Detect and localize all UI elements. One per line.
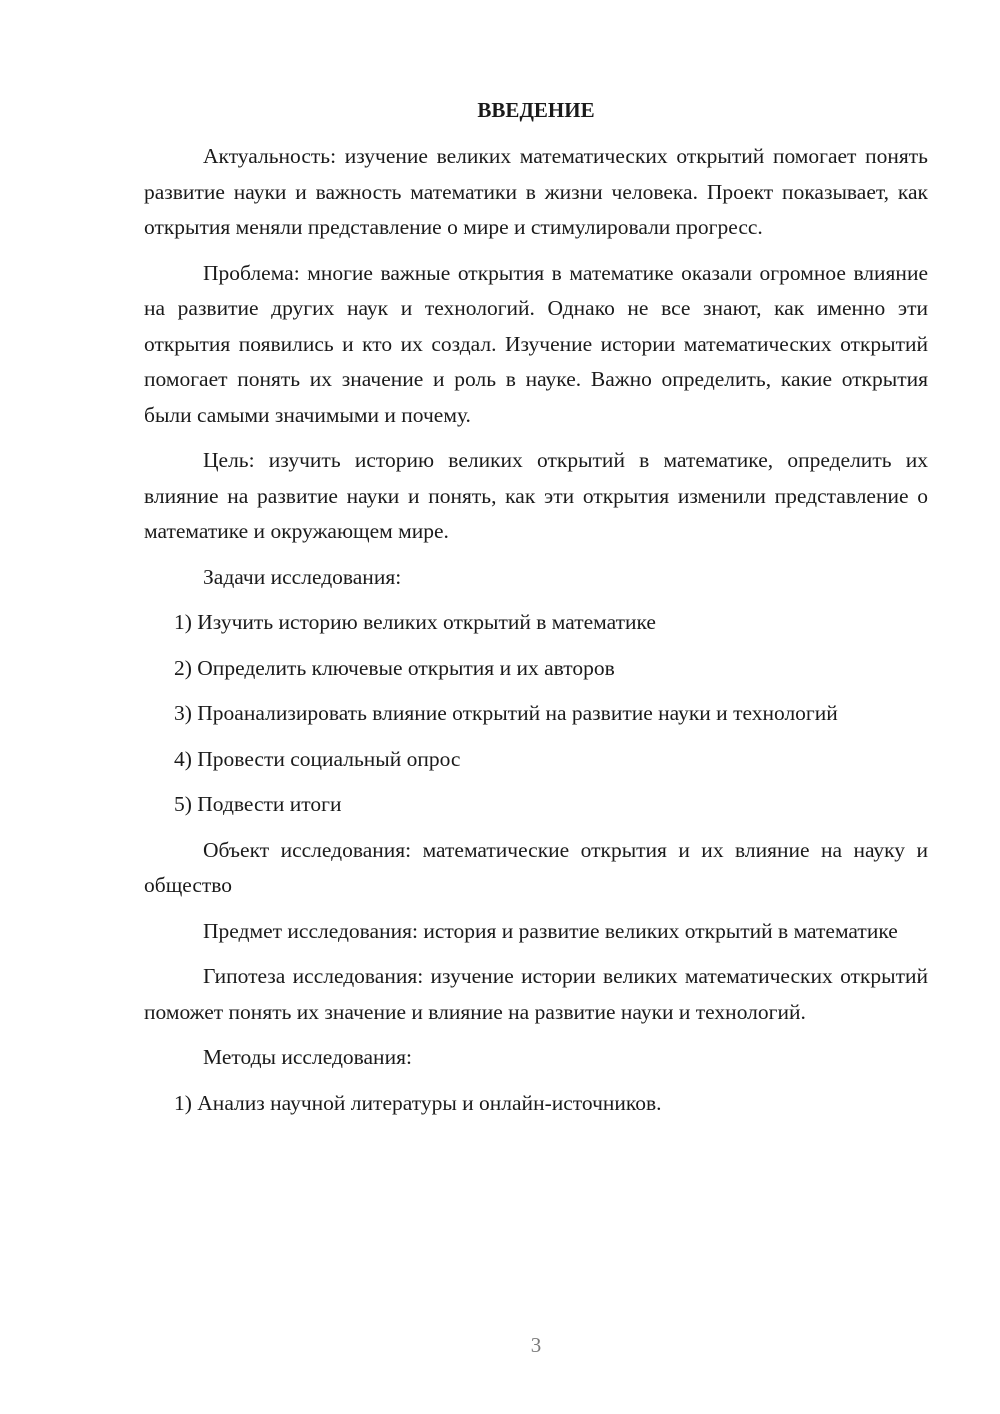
task-item: 2) Определить ключевые открытия и их авторов <box>174 655 615 680</box>
page-number: 3 <box>530 1333 542 1357</box>
paragraph-problem: Проблема: многие важные открытия в математике оказали огромное влияние на развитие других наук и технологий. Однако не все знают, как именно эти открытия появились и кто их создал. Изучение истории математических открытий помогает понять их значение и роль в науке. Важно определить, какие открытия были самыми значимыми и почему. <box>144 260 928 427</box>
document-body <box>144 95 928 1131</box>
paragraph-subject: Предмет исследования: история и развитие великих открытий в математике <box>203 918 898 943</box>
task-item: 1) Изучить историю великих открытий в математике <box>174 610 656 634</box>
paragraph-object: Объект исследования: математические открытия и их влияние на науку и общество <box>144 837 928 897</box>
paragraph-hypothesis: Гипотеза исследования: изучение истории великих математических открытий поможет понять их значение и влияние на развитие науки и технологий. <box>144 964 928 1024</box>
section-title: ВВЕДЕНИЕ <box>477 98 595 122</box>
task-item: 4) Провести социальный опрос <box>174 746 461 771</box>
paragraph-goal: Цель: изучить историю великих открытий в математике, определить их влияние на развитие науки и понять, как эти открытия изменили представление о математике и окружающем мире. <box>144 448 928 543</box>
task-item: 3) Проанализировать влияние открытий на развитие науки и технологий <box>174 701 838 725</box>
paragraph-methods-heading: Методы исследования: <box>203 1045 412 1069</box>
paragraph-relevance: Актуальность: изучение великих математических открытий помогает понять развитие науки и важность математики в жизни человека. Проект показывает, как открытия меняли представление о мире и стимулировали прогресс. <box>144 144 928 239</box>
method-item: 1) Анализ научной литературы и онлайн-источников. <box>174 1090 662 1115</box>
task-item: 5) Подвести итоги <box>174 792 342 816</box>
paragraph-tasks-heading: Задачи исследования: <box>203 564 402 589</box>
